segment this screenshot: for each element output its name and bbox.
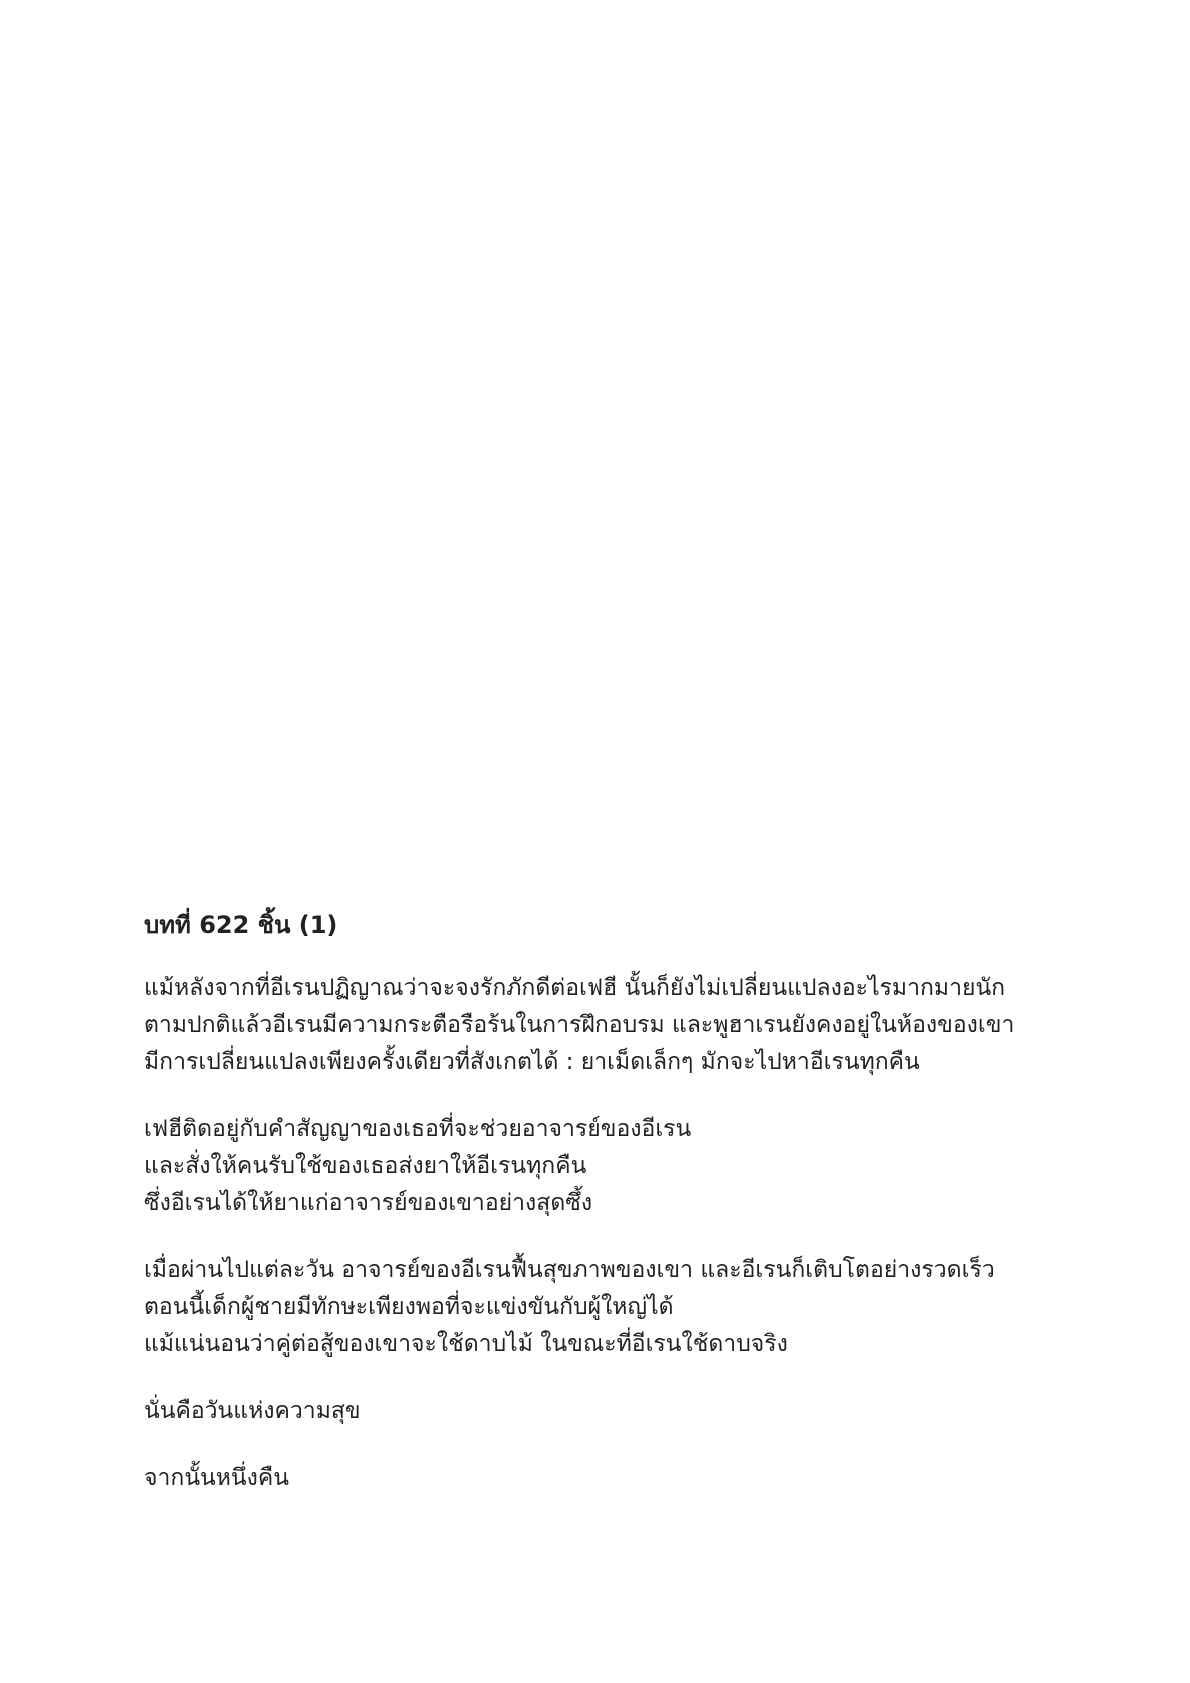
paragraph — [144, 1393, 1124, 1430]
paragraph-line: นั่นคือวันแห่งความสุข — [144, 1398, 361, 1424]
paragraph-line: จากนั้นหนึ่งคืน — [144, 1465, 289, 1491]
paragraph-line: มีการเปลี่ยนแปลงเพียงครั้งเดียวที่สังเกตได้ : ยาเม็ดเล็กๆ มักจะไปหาอีเรนทุกคืน — [144, 1049, 920, 1075]
chapter-title: บทที่ 622 ชิ้น (1) — [144, 911, 338, 939]
paragraph — [144, 1252, 1124, 1363]
document-body — [144, 908, 1124, 1527]
paragraph — [144, 1111, 1124, 1222]
paragraph-line: แม้หลังจากที่อีเรนปฏิญาณว่าจะจงรักภักดีต่อเฟฮี นั้นก็ยังไม่เปลี่ยนแปลงอะไรมากมายนัก — [144, 975, 1006, 1001]
paragraph-line: ตามปกติแล้วอีเรนมีความกระตือรือร้นในการฝึกอบรม และพูฮาเรนยังคงอยู่ในห้องของเขา — [144, 1012, 1015, 1038]
paragraph-line: แม้แน่นอนว่าคู่ต่อสู้ของเขาจะใช้ดาบไม้ ในขณะที่อีเรนใช้ดาบจริง — [144, 1331, 788, 1357]
paragraph-line: ซึ่งอีเรนได้ให้ยาแก่อาจารย์ของเขาอย่างสุดซึ้ง — [144, 1190, 593, 1216]
paragraph — [144, 1460, 1124, 1497]
paragraph-line: ตอนนี้เด็กผู้ชายมีทักษะเพียงพอที่จะแข่งขันกับผู้ใหญ่ได้ — [144, 1294, 674, 1320]
paragraph-line: เฟฮีติดอยู่กับคำสัญญาของเธอที่จะช่วยอาจารย์ของอีเรน — [144, 1116, 692, 1142]
paragraph — [144, 970, 1124, 1081]
paragraph-line: และสั่งให้คนรับใช้ของเธอส่งยาให้อีเรนทุกคืน — [144, 1153, 587, 1179]
paragraph-line: เมื่อผ่านไปแต่ละวัน อาจารย์ของอีเรนฟื้นสุขภาพของเขา และอีเรนก็เติบโตอย่างรวดเร็ว — [144, 1257, 995, 1283]
